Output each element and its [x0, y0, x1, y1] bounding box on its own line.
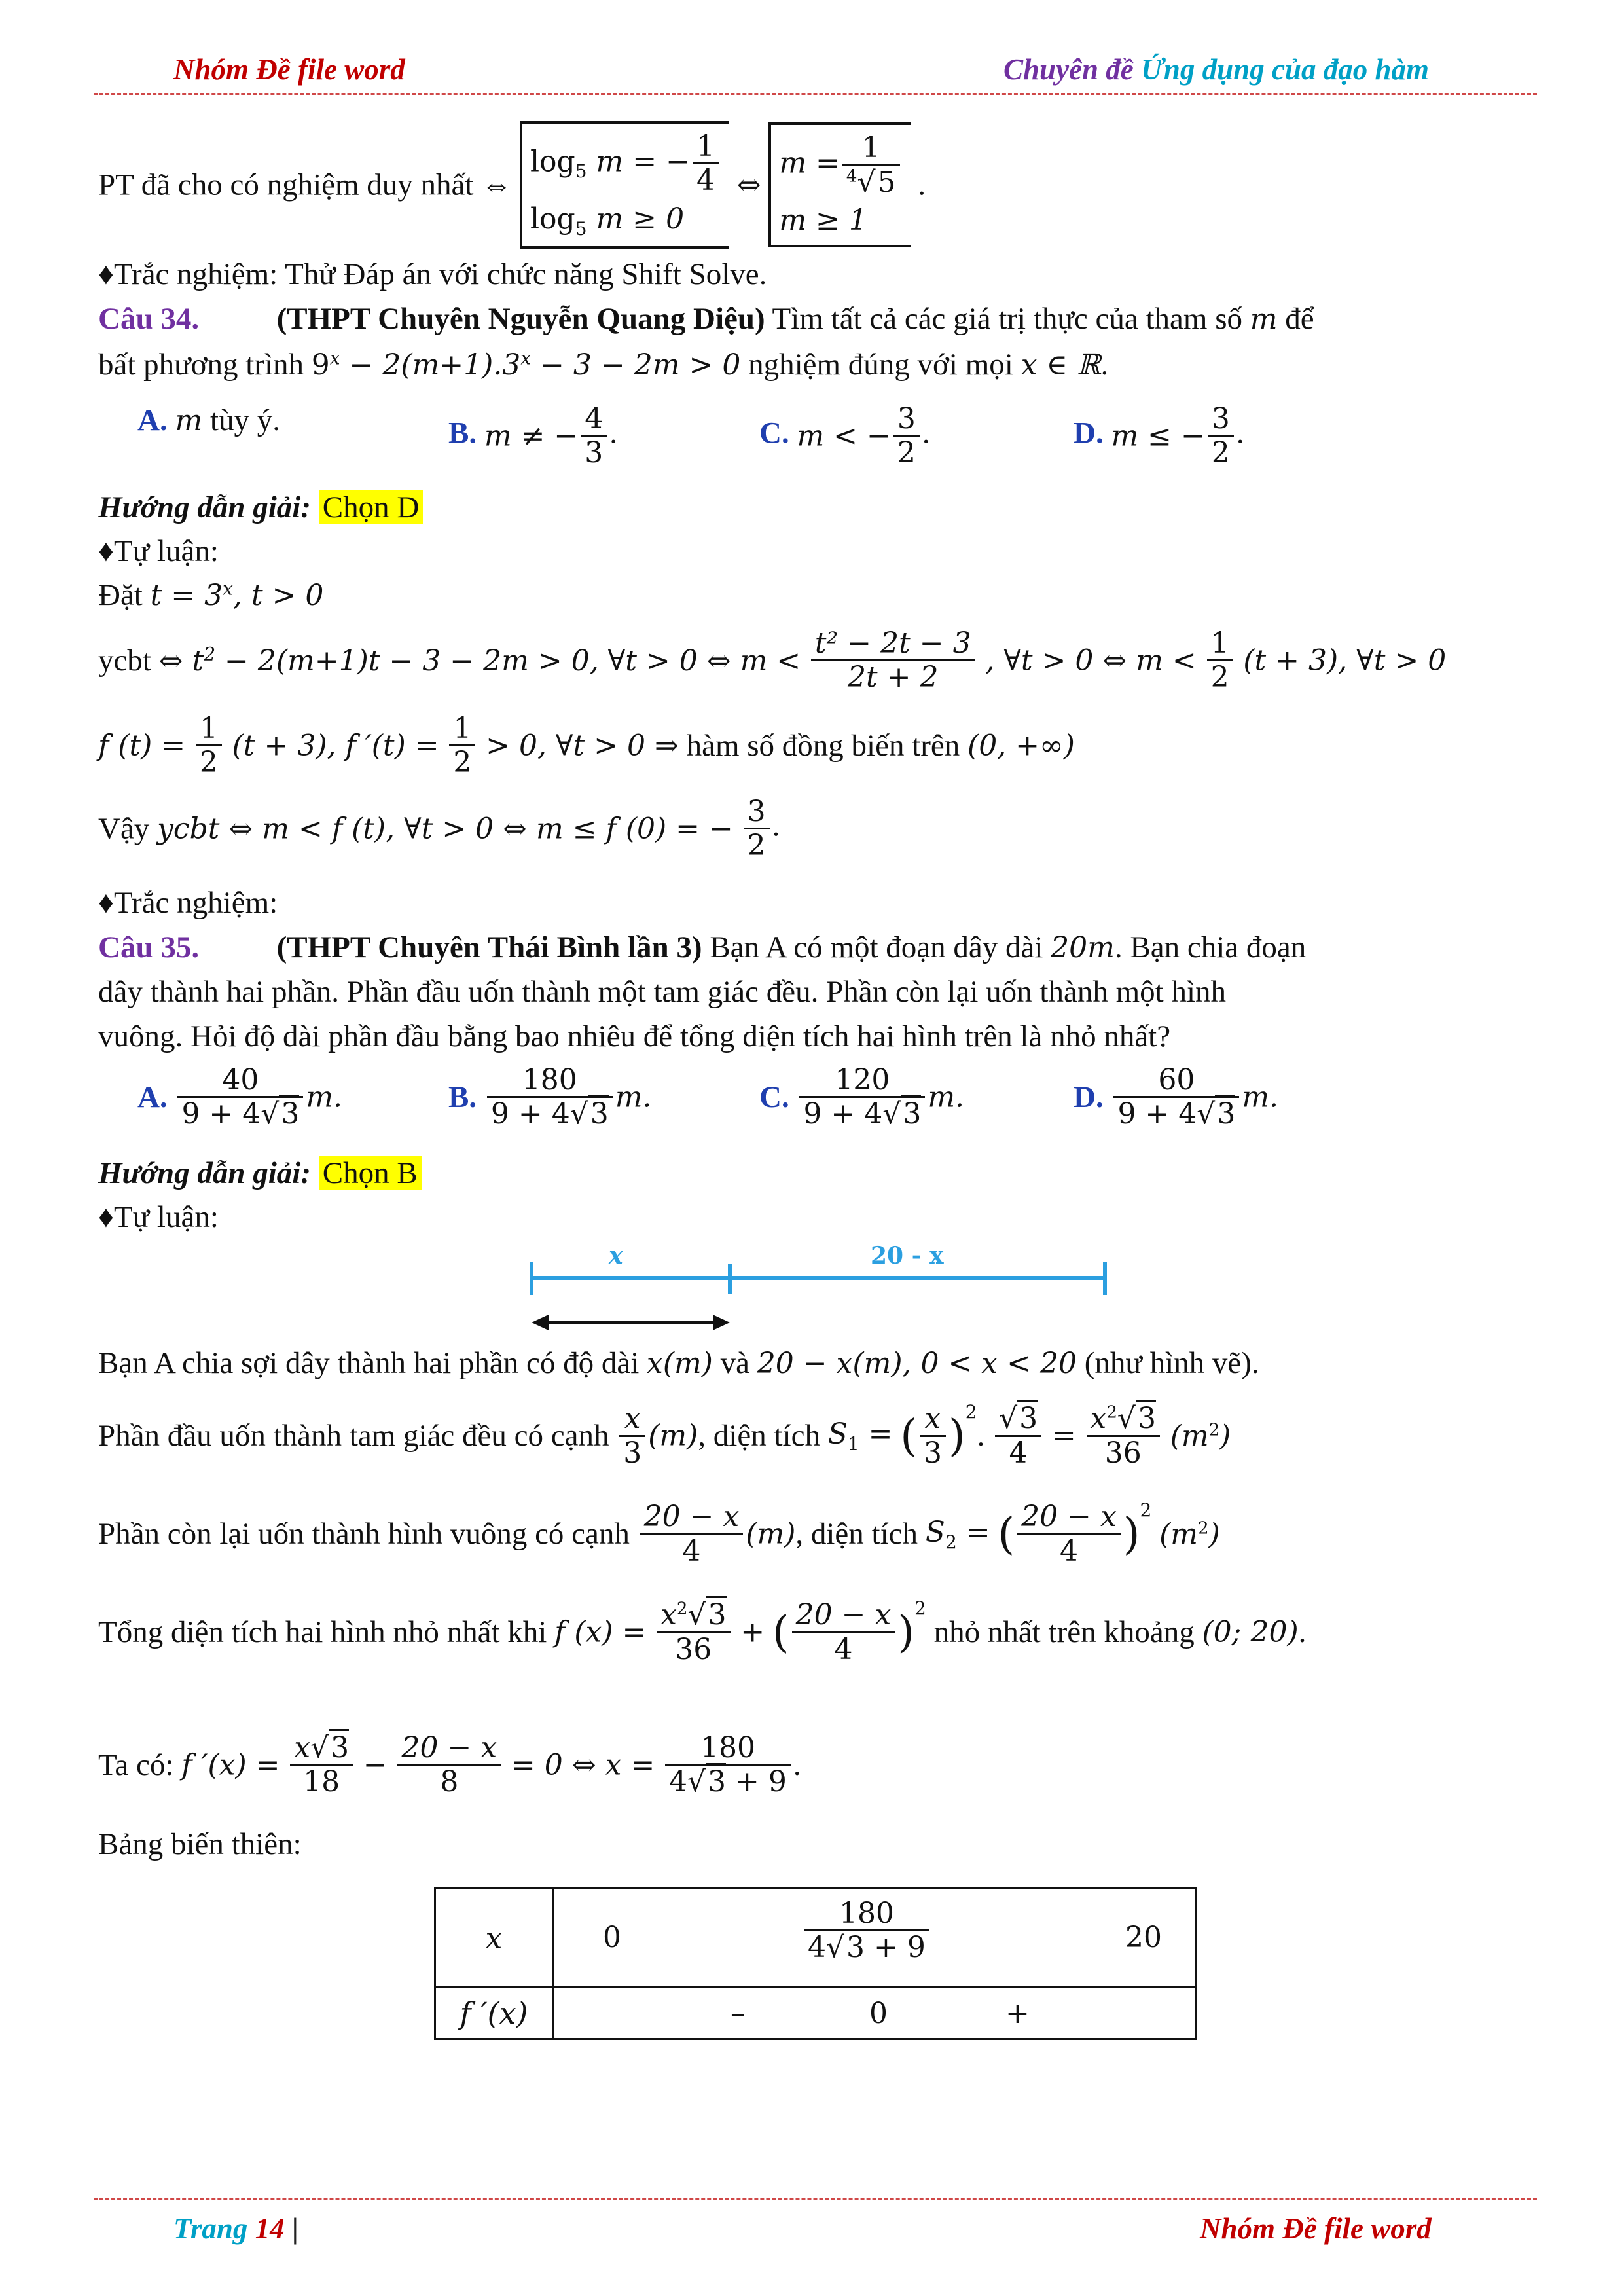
dat-cond: , t > 0 — [232, 579, 324, 612]
m-geq: m ≥ 1 — [779, 203, 867, 237]
table-row — [435, 1987, 1196, 2039]
x-value-20: 20 — [1125, 1921, 1162, 1954]
x-value-critical: $\frac{180}{4√3 + 9}$ — [801, 1897, 932, 1964]
frac-num: 3 — [744, 795, 770, 829]
x-in-R: x ∈ ℝ — [1020, 348, 1101, 382]
s1-end: (như hình vẽ). — [1076, 1346, 1259, 1380]
s2-area-frac: $\frac{x^2√3}{36}$ — [1087, 1402, 1160, 1469]
s2-Ssub: 1 — [847, 1432, 859, 1455]
q35-s4: Tổng diện tích hai hình nhỏ nhất khi f (x) = $\frac{x^2√3}{36}$ + ( $\frac{20 - x}{4}$ )$^2$ nhỏ nhất trên khoảng (0; 20). — [98, 1597, 1307, 1666]
sign-plus: + — [1005, 1997, 1030, 2030]
q35-line1 — [98, 930, 1525, 965]
prev-solution-intro: PT đã cho có nghiệm duy nhất ⇔ — [98, 168, 513, 202]
log-b-sub: 5 — [575, 217, 587, 240]
frac-den: 8 — [440, 1765, 459, 1799]
q35-guide — [98, 1156, 422, 1191]
den-c: + 9 — [726, 1765, 787, 1799]
q34-text1: Tìm tất cả các giá trị thực của tham số — [765, 302, 1250, 336]
s3-unit: (m) — [746, 1517, 796, 1551]
frac-den: 3 — [623, 1436, 642, 1470]
opt-label: A. — [137, 403, 168, 437]
s1-m3: , 0 < x < 20 — [902, 1347, 1077, 1380]
frac-den: 4 — [1059, 1534, 1078, 1568]
s2-eq: = — [859, 1417, 893, 1451]
opt-label: B. — [448, 1080, 477, 1114]
footer-right: Nhóm Đề file word — [1200, 2212, 1432, 2245]
guide-label: Hướng dẫn giải: — [98, 490, 311, 524]
opt-frac — [893, 403, 920, 469]
s3-text: Phần còn lại uốn thành hình vuông có cạnh — [98, 1517, 638, 1552]
sign-minus: – — [731, 1997, 745, 2030]
x-value-0: 0 — [603, 1921, 621, 1954]
den-a: 4 — [669, 1765, 687, 1799]
den-c: + 9 — [865, 1931, 926, 1965]
q34-optC[interactable]: C. m < − $\frac{3}{2}$ . — [759, 402, 930, 470]
den-b: 3 — [844, 1929, 865, 1964]
s2-text: Phần đầu uốn thành tam giác đều có cạnh — [98, 1419, 617, 1453]
frac-num: 120 — [799, 1064, 925, 1098]
ycbt-half — [1207, 627, 1233, 694]
header-right-topic: Ứng dụng của đạo hàm — [1141, 53, 1429, 86]
guide-label: Hướng dẫn giải: — [98, 1156, 311, 1190]
q34-text1-end: để — [1277, 302, 1314, 336]
ycbt-1: ⇔ t — [158, 644, 204, 678]
ineq-mid: − 2(m+1).3 — [340, 348, 521, 382]
q35-source: (THPT Chuyên Thái Bình lần 3) — [276, 930, 702, 964]
s2-side — [619, 1402, 645, 1469]
rope-figure — [517, 1231, 1119, 1342]
frac-den: 36 — [1104, 1436, 1142, 1470]
table-head-x: x — [435, 1889, 553, 1987]
q35-optC[interactable] — [759, 1064, 964, 1131]
den-b: 3 — [706, 1763, 726, 1798]
frac-1-root4-5: $\frac{1}{^4√5}$ — [842, 132, 900, 198]
ycbt-1rest: − 2(m+1)t − 3 − 2m > 0, ∀t > 0 ⇔ m < — [215, 644, 801, 678]
f-int: (0, +∞) — [967, 729, 1075, 763]
table-head-fprime: f ′(x) — [435, 1987, 553, 2039]
frac-num: 40 — [177, 1064, 303, 1098]
rope-label-rest: 20 - x — [871, 1242, 944, 1269]
frac-den: 2t + 2 — [848, 661, 939, 695]
q35-len: 20m — [1051, 931, 1115, 964]
ineq-base: 9 — [311, 348, 330, 382]
s5-f: f ′(x) = — [181, 1748, 280, 1782]
s3-paren-frac — [1017, 1501, 1121, 1567]
unit-a: (m — [1159, 1517, 1198, 1551]
q34-optD[interactable]: D. m ≤ − $\frac{3}{2}$ . — [1074, 402, 1244, 470]
den-a: 9 + 4 — [181, 1097, 261, 1131]
unit-sup: 2 — [1198, 1518, 1209, 1539]
s4-end: nhỏ nhất trên khoảng — [933, 1615, 1202, 1650]
s2-mid: , diện tích — [698, 1419, 828, 1453]
m-eq: m = — [779, 146, 840, 180]
q34-tuluan: ♦Tự luận: — [98, 534, 219, 568]
opt-math: m ≠ − — [484, 419, 579, 453]
frac-num: 20 − x — [1017, 1501, 1121, 1535]
fp-half — [449, 712, 475, 779]
s4-dot: . — [1298, 1615, 1307, 1650]
q34-guide — [98, 490, 423, 525]
frac-den: 3 — [924, 1436, 943, 1470]
arrow-right-head — [713, 1315, 730, 1330]
answer-badge: Chọn B — [319, 1156, 422, 1190]
s5-text: Ta có: — [98, 1747, 182, 1782]
s3-sq: 2 — [1140, 1499, 1152, 1521]
s5-mid: = 0 ⇔ x = — [511, 1748, 655, 1782]
s4-sq: 2 — [914, 1597, 926, 1619]
frac-num: 20 − x — [640, 1501, 744, 1535]
variation-table — [434, 1887, 1197, 2040]
q34-optA[interactable] — [137, 403, 280, 438]
header-right-prefix: Chuyên đề — [1003, 53, 1134, 86]
dat-sup: x — [223, 577, 233, 600]
s5-dot: . — [793, 1747, 801, 1782]
frac-num: 20 − x — [792, 1599, 895, 1633]
frac-num: 3 — [1208, 403, 1234, 437]
dot: . — [918, 168, 926, 202]
den-b: 3 — [901, 1095, 921, 1131]
frac-num: 60 — [1113, 1064, 1239, 1098]
s2-root-frac: $\frac{√3}{4}$ — [995, 1402, 1041, 1469]
unit: m. — [1242, 1080, 1279, 1114]
num-b: 3 — [706, 1596, 727, 1631]
page-number: 14 — [255, 2212, 285, 2245]
opt-label: D. — [1074, 416, 1104, 450]
q34-dat — [98, 577, 323, 613]
q34-line2 — [98, 347, 1108, 382]
frac-num: x — [619, 1402, 645, 1436]
s4-text: Tổng diện tích hai hình nhỏ nhất khi — [98, 1615, 555, 1650]
q35-s3: Phần còn lại uốn thành hình vuông có cạnh $\frac{20 - x}{4}$ (m), diện tích $S_2$ = ( $\frac{20 - x}{4}$ )$^2$ $(m^2)$ — [98, 1499, 1220, 1568]
log-b-rest: m ≥ 0 — [586, 202, 685, 236]
s5-frac1: $\frac{x√3}{18}$ — [290, 1732, 353, 1798]
frac-num: 1 — [693, 130, 719, 164]
s3-side — [640, 1501, 744, 1567]
footer-sep: | — [291, 2212, 298, 2245]
s4-int: (0; 20) — [1202, 1615, 1299, 1649]
num-a: x — [294, 1731, 311, 1764]
ycbt-2: , ∀t > 0 ⇔ m < — [985, 644, 1197, 678]
num-b: 3 — [329, 1729, 349, 1764]
system-log — [520, 121, 729, 249]
f-1: f (t) = — [98, 729, 186, 763]
den-b: 3 — [1215, 1095, 1235, 1131]
frac-den: 2 — [199, 746, 218, 780]
q35-s5 — [98, 1732, 801, 1798]
header-right — [1003, 52, 1429, 86]
log-a: log — [530, 145, 575, 179]
q35-s6: Bảng biến thiên: — [98, 1827, 302, 1861]
frac-num: 180 — [665, 1732, 791, 1766]
opt-label: A. — [137, 1080, 168, 1114]
rope-label-x: x — [609, 1242, 623, 1269]
num-b: 3 — [1136, 1400, 1156, 1435]
s4-frac2 — [792, 1599, 895, 1666]
page-label: Trang — [173, 2212, 248, 2245]
num-a: x — [660, 1598, 677, 1632]
frac-num: 20 − x — [397, 1732, 501, 1766]
q35-s2: Phần đầu uốn thành tam giác đều có cạnh $\frac{x}{3}$ (m), diện tích $S_1$ = ( $\frac{x}{3}$ )$^2$. $\frac{√3}{4}$ = $\frac{x^2√3}{36}$ $(m^2)$ — [98, 1401, 1231, 1470]
frac-den: 36 — [675, 1632, 712, 1666]
log-b: log — [530, 202, 575, 236]
table-row — [435, 1889, 1196, 1987]
footer-left — [173, 2212, 298, 2246]
s1-m2: 20 − x(m) — [757, 1347, 903, 1380]
q34-vay: Vậy ycbt ⇔ m < f (t), ∀t > 0 ⇔ m ≤ f (0) = − $\frac{3}{2}$ . — [98, 795, 780, 863]
q35-label: Câu 35. — [98, 930, 200, 964]
q35-optD[interactable] — [1074, 1064, 1278, 1131]
vay-frac — [744, 795, 770, 862]
prev-tracnghiem: ♦Trắc nghiệm: Thử Đáp án với chức năng Shift Solve. — [98, 257, 767, 291]
ycbt-1sup: 2 — [204, 643, 216, 665]
frac-den: 4 — [696, 164, 715, 198]
iff-symbol: ⇔ — [736, 168, 761, 202]
s3-eq: = — [956, 1515, 990, 1549]
table-fprime-values — [553, 1987, 1196, 2039]
header-rule — [94, 93, 1537, 95]
s5-minus: − — [363, 1748, 388, 1782]
f-text: hàm số đồng biến trên — [678, 728, 968, 763]
vay-math: ycbt ⇔ m < f (t), ∀t > 0 ⇔ m ≤ f (0) = − — [157, 812, 733, 846]
header-left: Nhóm Đề file word — [173, 53, 405, 86]
frac-1-4 — [693, 130, 719, 197]
opt-rest: tùy ý. — [202, 403, 280, 437]
frac-num: t² − 2t − 3 — [811, 627, 975, 661]
frac-num: x — [920, 1402, 946, 1436]
prev-solution-system — [98, 121, 926, 249]
unit-sup: 2 — [1208, 1420, 1220, 1440]
den-a: 9 + 4 — [1117, 1097, 1197, 1131]
frac-den: 2 — [747, 829, 766, 863]
f-half — [196, 712, 222, 779]
ycbt-frac — [811, 627, 975, 694]
f-2: (t + 3), f ′(t) = — [232, 729, 439, 763]
q35-line2: dây thành hai phần. Phần đầu uốn thành một tam giác đều. Phần còn lại uốn thành một hình — [98, 975, 1227, 1009]
frac-num: 1 — [1207, 627, 1233, 661]
q35-line3: vuông. Hỏi độ dài phần đầu bằng bao nhiêu để tổng diện tích hai hình trên là nhỏ nhất? — [98, 1019, 1171, 1053]
opt-frac: $\frac{60}{9 + 4√3}$ — [1113, 1064, 1239, 1131]
q35-optA[interactable] — [137, 1064, 342, 1131]
frac-den: 3 — [585, 436, 604, 470]
s3-S: S — [925, 1515, 945, 1549]
s5-frac3: $\frac{180}{4√3 + 9}$ — [665, 1732, 791, 1798]
den-b: 3 — [588, 1095, 609, 1131]
frac-den: 4 — [834, 1632, 853, 1666]
den-a: 4 — [808, 1931, 826, 1965]
s2-eq2: = — [1051, 1419, 1076, 1453]
q35-line1-end: . Bạn chia đoạn — [1114, 930, 1307, 964]
dat-math: t = 3 — [150, 579, 223, 612]
root-num: 3 — [1017, 1400, 1038, 1435]
frac-den: 2 — [1211, 436, 1230, 470]
s4-plus: + — [740, 1615, 765, 1649]
frac-den: 4 — [1009, 1436, 1028, 1470]
f-3: > 0, ∀t > 0 ⇒ — [486, 729, 679, 763]
num-sup: 2 — [676, 1599, 688, 1619]
q34-text2b: nghiệm đúng với mọi — [748, 348, 1021, 382]
sign-zero: 0 — [869, 1997, 888, 2030]
s2-unit: (m) — [648, 1419, 698, 1453]
frac-den: 2 — [1210, 661, 1229, 695]
s2-S: S — [827, 1417, 848, 1451]
unit: m. — [928, 1080, 965, 1114]
frac-num: 4 — [581, 403, 607, 437]
s1-va: và — [712, 1346, 757, 1380]
s4-f: f (x) = — [554, 1615, 647, 1649]
root-radicand: 5 — [876, 164, 896, 199]
frac-num: 1 — [196, 712, 222, 746]
den-a: 9 + 4 — [803, 1097, 883, 1131]
opt-label: C. — [759, 416, 789, 450]
q35-line1-rest: Bạn A có một đoạn dây dài — [702, 930, 1051, 964]
den-b: 3 — [279, 1095, 299, 1131]
frac-num: 180 — [804, 1897, 929, 1931]
opt-frac: $\frac{180}{9 + 4√3}$ — [487, 1064, 613, 1131]
s5-frac2 — [397, 1732, 501, 1798]
frac-num: 1 — [449, 712, 475, 746]
unit-end: ) — [1208, 1517, 1220, 1551]
system-m — [768, 122, 910, 247]
opt-label: D. — [1074, 1080, 1104, 1114]
frac-den: 4 — [682, 1534, 701, 1568]
opt-frac: $\frac{120}{9 + 4√3}$ — [799, 1064, 925, 1131]
s2-dot: . — [977, 1419, 985, 1453]
unit: m. — [306, 1080, 343, 1114]
log-a-sub: 5 — [575, 160, 587, 183]
unit-a: (m — [1170, 1419, 1209, 1453]
s3-mid: , diện tích — [795, 1517, 926, 1552]
q34-optB[interactable]: B. m ≠ − $\frac{4}{3}$ . — [448, 402, 618, 470]
root-index: 4 — [846, 166, 857, 187]
q34-tracnghiem: ♦Trắc nghiệm: — [98, 886, 278, 920]
unit: m. — [615, 1080, 652, 1114]
frac-den: 2 — [453, 746, 472, 780]
frac-num: 1 — [842, 132, 900, 166]
frac-den: 18 — [303, 1765, 340, 1799]
frac-num: 180 — [487, 1064, 613, 1098]
footer-rule — [94, 2198, 1537, 2200]
answer-badge: Chọn D — [319, 490, 424, 524]
opt-math: m — [175, 404, 203, 437]
s2-paren-frac — [920, 1402, 946, 1469]
opt-label: B. — [448, 416, 477, 450]
opt-frac — [1208, 403, 1234, 469]
ineq-sup2: x — [520, 347, 532, 369]
num-a: x — [1090, 1402, 1107, 1436]
frac-num: 3 — [893, 403, 920, 437]
arrow-left-head — [532, 1315, 549, 1330]
opt-math: m < − — [797, 419, 891, 453]
q34-source: (THPT Chuyên Nguyễn Quang Diệu) — [276, 302, 765, 336]
opt-label: C. — [759, 1080, 789, 1114]
q34-label: Câu 34. — [98, 302, 200, 336]
q35-tuluan: ♦Tự luận: — [98, 1200, 219, 1234]
frac-den: 2 — [897, 436, 916, 470]
den-a: 9 + 4 — [490, 1097, 570, 1131]
opt-math: m ≤ − — [1111, 419, 1205, 453]
table-x-values — [553, 1889, 1196, 1987]
dat-text: Đặt — [98, 578, 151, 612]
s3-Ssub: 2 — [945, 1531, 957, 1553]
ycbt-label: ycbt — [98, 643, 159, 678]
q35-s1 — [98, 1345, 1259, 1381]
s1-m1: x(m) — [647, 1347, 713, 1380]
vay-text: Vậy — [98, 811, 158, 846]
s4-frac1: $\frac{x^2√3}{36}$ — [657, 1599, 730, 1666]
unit-end: ) — [1219, 1419, 1231, 1453]
q34-text2a: bất phương trình — [98, 348, 312, 382]
s1-text: Bạn A chia sợi dây thành hai phần có độ dài — [98, 1346, 647, 1380]
s2-sq: 2 — [965, 1401, 977, 1423]
period: . — [1100, 348, 1109, 382]
q35-optB[interactable] — [448, 1064, 651, 1131]
ycbt-3: (t + 3), ∀t > 0 — [1243, 644, 1447, 678]
q34-var-m: m — [1250, 302, 1278, 336]
opt-frac — [581, 403, 607, 469]
ineq-sup: x — [329, 347, 340, 369]
ineq-end: − 3 − 2m > 0 — [531, 348, 741, 382]
opt-frac: $\frac{40}{9 + 4√3}$ — [177, 1064, 303, 1131]
q34-ycbt — [98, 627, 1446, 694]
q34-f — [98, 712, 1075, 779]
q34-line1 — [98, 301, 1525, 337]
log-a-rest: m = − — [586, 145, 690, 179]
num-sup: 2 — [1106, 1402, 1117, 1423]
